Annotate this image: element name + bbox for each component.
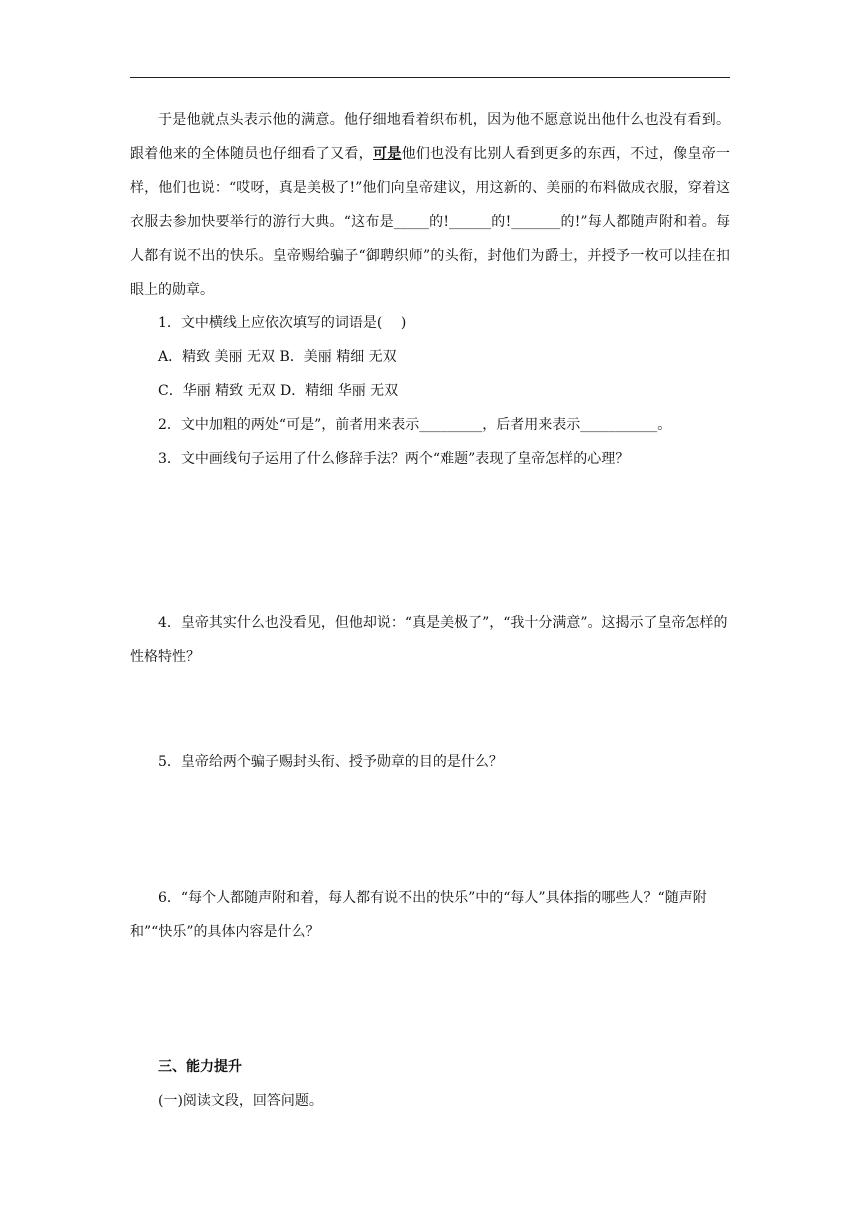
question-1-options-cd: C．华丽 精致 无双 D．精细 华丽 无双 <box>158 383 399 399</box>
question-1-stem: 1．文中横线上应依次填写的词语是( ) <box>158 315 407 331</box>
passage-text-2: 他们也没有比别人看到更多的东西，不过，像皇帝一样，他们也说：“哎呀，真是美极了!”他们向皇帝建议，用这新的、美丽的布料做成衣服，穿着这衣服去参加快要举行的游行大典。“这布是_____的!______的!_______的!”每人都随声附和着。每人都有说不出的快乐。皇帝赐给骗子“御聘织师”的头衔，封他们为爵士，并授予一枚可以挂在扣眼上的勋章。 <box>130 146 731 298</box>
question-5: 5．皇帝给两个骗子赐封头衔、授予勋章的目的是什么？ <box>158 754 503 770</box>
question-6: 6．“每个人都随声附和着，每人都有说不出的快乐”中的“每人”具体指的哪些人？“随声附和”“快乐”的具体内容是什么？ <box>130 890 707 940</box>
question-4: 4．皇帝其实什么也没看见，但他却说：“真是美极了”，“我十分满意”。这揭示了皇帝怎样的性格特性？ <box>130 615 728 665</box>
section-3-instruction: (一)阅读文段，回答问题。 <box>158 1093 323 1109</box>
question-3: 3．文中画线句子运用了什么修辞手法？两个“难题”表现了皇帝怎样的心理？ <box>158 451 630 467</box>
question-2: 2．文中加粗的两处“可是”，前者用来表示_________，后者用来表示___________。 <box>158 417 672 433</box>
passage-text-1: 于是他就点头表示他的满意。他仔细地看着织布机，因为他不愿意说出他什么也没有看到。跟着他来的全体随员也仔细看了又看， <box>130 112 730 162</box>
bold-keshi-word: 可是 <box>372 146 402 162</box>
reading-passage <box>130 103 730 307</box>
header-rule <box>130 77 730 78</box>
section-3-title: 三、能力提升 <box>158 1059 242 1075</box>
question-1-options-ab: A．精致 美丽 无双 B．美丽 精细 无双 <box>158 349 397 365</box>
